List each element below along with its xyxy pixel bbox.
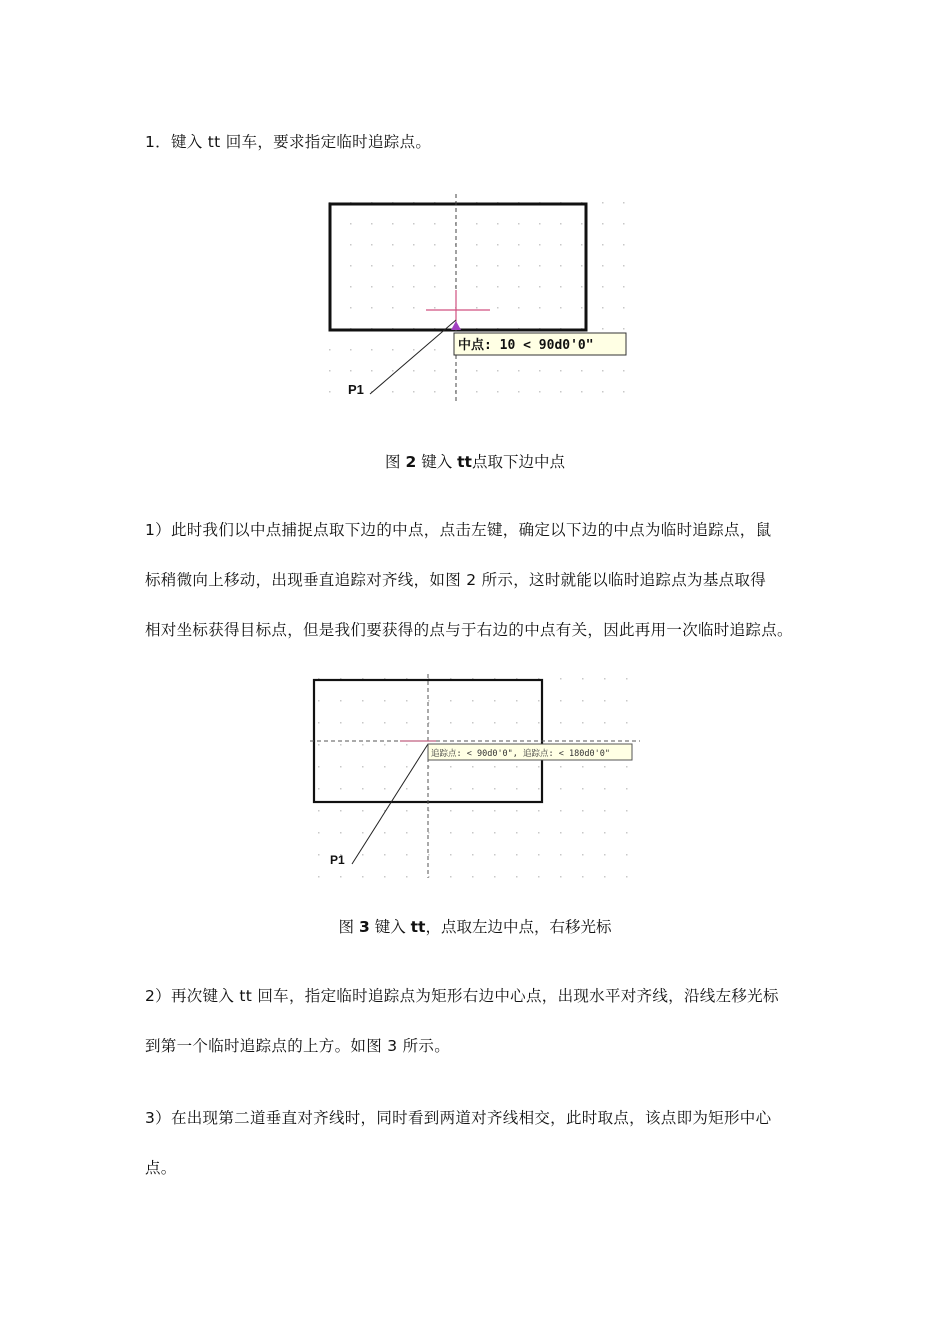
grid-dot (581, 391, 583, 393)
grid-dot (362, 788, 364, 790)
grid-dot (362, 854, 364, 856)
grid-dot (413, 244, 415, 246)
grid-dot (472, 832, 474, 834)
grid-dot (539, 244, 541, 246)
grid-dot (434, 370, 436, 372)
grid-dot (538, 722, 540, 724)
grid-dot (384, 832, 386, 834)
grid-dot (350, 265, 352, 267)
grid-dot (602, 370, 604, 372)
grid-dot (560, 832, 562, 834)
grid-dot (626, 678, 628, 680)
grid-dot (582, 788, 584, 790)
grid-dot (604, 788, 606, 790)
grid-dot (434, 223, 436, 225)
grid-dot (604, 722, 606, 724)
grid-dot (392, 349, 394, 351)
grid-dot (340, 722, 342, 724)
grid-dot (497, 391, 499, 393)
grid-dot (392, 223, 394, 225)
grid-dot (538, 700, 540, 702)
grid-dot (623, 244, 625, 246)
grid-dot (623, 265, 625, 267)
grid-dot (602, 244, 604, 246)
grid-dot (560, 876, 562, 878)
grid-dot (626, 788, 628, 790)
grid-dot (384, 766, 386, 768)
grid-dot (406, 876, 408, 878)
grid-dot (560, 307, 562, 309)
grid-dot (413, 286, 415, 288)
grid-dot (413, 391, 415, 393)
figure-3 (310, 674, 640, 878)
grid-dot (560, 223, 562, 225)
caption-mid: 键入 (421, 453, 453, 471)
grid-dot (362, 700, 364, 702)
grid-dot (516, 788, 518, 790)
grid-dot (392, 370, 394, 372)
grid-dot (560, 722, 562, 724)
grid-dot (406, 832, 408, 834)
grid-dot (350, 307, 352, 309)
grid-dot (538, 766, 540, 768)
grid-dots (329, 202, 625, 393)
grid-dot (406, 766, 408, 768)
paragraph-1-line-3: 相对坐标获得目标点，但是我们要获得的点与于右边的中点有关，因此再用一次临时追踪点。 (145, 621, 793, 639)
grid-dot (434, 265, 436, 267)
grid-dot (340, 744, 342, 746)
grid-dot (413, 307, 415, 309)
rectangle (330, 204, 586, 330)
grid-dot (476, 244, 478, 246)
grid-dot (450, 788, 452, 790)
grid-dot (626, 876, 628, 878)
grid-dot (384, 700, 386, 702)
grid-dots (318, 678, 628, 878)
paragraph-1-line-1: 1）此时我们以中点捕捉点取下边的中点，点击左键，确定以下边的中点为临时追踪点，鼠 (145, 521, 772, 539)
grid-dot (340, 766, 342, 768)
grid-dot (582, 876, 584, 878)
grid-dot (582, 700, 584, 702)
grid-dot (318, 832, 320, 834)
grid-dot (318, 810, 320, 812)
grid-dot (560, 788, 562, 790)
grid-dot (406, 810, 408, 812)
grid-dot (371, 223, 373, 225)
paragraph-3-line-2: 点。 (145, 1159, 177, 1177)
grid-dot (602, 328, 604, 330)
grid-dot (560, 244, 562, 246)
grid-dot (623, 391, 625, 393)
grid-dot (582, 766, 584, 768)
grid-dot (406, 700, 408, 702)
grid-dot (539, 223, 541, 225)
grid-dot (623, 223, 625, 225)
grid-dot (350, 244, 352, 246)
figure-2 (320, 194, 632, 402)
grid-dot (516, 766, 518, 768)
caption-command: tt (410, 918, 426, 936)
grid-dot (362, 744, 364, 746)
grid-dot (518, 286, 520, 288)
grid-dot (428, 700, 430, 702)
grid-dot (497, 244, 499, 246)
grid-dot (581, 286, 583, 288)
caption-mid: 键入 (374, 918, 406, 936)
grid-dot (494, 854, 496, 856)
grid-dot (560, 370, 562, 372)
grid-dot (450, 700, 452, 702)
grid-dot (539, 286, 541, 288)
grid-dot (539, 370, 541, 372)
caption-suffix: ，点取左边中点，右移光标 (425, 918, 612, 936)
grid-dot (450, 854, 452, 856)
figure-3-drawing (310, 674, 640, 878)
grid-dot (392, 265, 394, 267)
grid-dot (497, 265, 499, 267)
paragraph-2 (145, 971, 815, 1071)
grid-dot (406, 722, 408, 724)
grid-dot (384, 722, 386, 724)
grid-dot (392, 307, 394, 309)
tooltip-text: 中点: 10 < 90d0'0" (458, 338, 594, 353)
grid-dot (538, 832, 540, 834)
grid-dot (560, 854, 562, 856)
grid-dot (413, 349, 415, 351)
grid-dot (560, 810, 562, 812)
grid-dot (318, 766, 320, 768)
grid-dot (428, 832, 430, 834)
caption-suffix: 点取下边中点 (471, 453, 565, 471)
p1-leader-line (352, 744, 428, 864)
grid-dot (538, 854, 540, 856)
grid-dot (434, 286, 436, 288)
caption-prefix: 图 (385, 453, 401, 471)
grid-dot (329, 370, 331, 372)
grid-dot (602, 307, 604, 309)
grid-dot (518, 391, 520, 393)
step-1-text: 1．键入 tt 回车，要求指定临时追踪点。 (145, 133, 432, 151)
grid-dot (318, 876, 320, 878)
grid-dot (604, 700, 606, 702)
figure-2-drawing (320, 194, 632, 402)
grid-dot (406, 854, 408, 856)
grid-dot (384, 744, 386, 746)
grid-dot (582, 722, 584, 724)
grid-dot (604, 810, 606, 812)
grid-dot (472, 788, 474, 790)
grid-dot (626, 810, 628, 812)
grid-dot (516, 854, 518, 856)
grid-dot (497, 286, 499, 288)
grid-dot (582, 832, 584, 834)
figure-3-caption (0, 915, 950, 937)
grid-dot (538, 810, 540, 812)
grid-dot (340, 700, 342, 702)
grid-dot (450, 810, 452, 812)
grid-dot (340, 832, 342, 834)
grid-dot (626, 832, 628, 834)
grid-dot (413, 370, 415, 372)
paragraph-1 (145, 505, 815, 655)
grid-dot (371, 370, 373, 372)
grid-dot (362, 876, 364, 878)
grid-dot (371, 349, 373, 351)
grid-dot (450, 766, 452, 768)
grid-dot (371, 307, 373, 309)
grid-dot (362, 766, 364, 768)
grid-dot (494, 876, 496, 878)
grid-dot (392, 244, 394, 246)
grid-dot (560, 391, 562, 393)
grid-dot (476, 391, 478, 393)
grid-dot (413, 265, 415, 267)
grid-dot (623, 286, 625, 288)
grid-dot (516, 876, 518, 878)
grid-dot (476, 265, 478, 267)
grid-dot (392, 286, 394, 288)
paragraph-1-line-2: 标稍微向上移动，出现垂直追踪对齐线，如图 2 所示，这时就能以临时追踪点为基点取得 (145, 571, 767, 589)
grid-dot (626, 700, 628, 702)
caption-command: tt (457, 453, 472, 471)
grid-dot (494, 766, 496, 768)
grid-dot (450, 722, 452, 724)
grid-dot (434, 349, 436, 351)
grid-dot (581, 370, 583, 372)
grid-dot (472, 876, 474, 878)
grid-dot (340, 788, 342, 790)
grid-dot (362, 832, 364, 834)
grid-dot (434, 307, 436, 309)
grid-dot (350, 349, 352, 351)
p1-label: P1 (348, 382, 364, 397)
paragraph-2-line-2: 到第一个临时追踪点的上方。如图 3 所示。 (145, 1037, 451, 1055)
grid-dot (581, 307, 583, 309)
grid-dot (560, 286, 562, 288)
grid-dot (450, 832, 452, 834)
grid-dot (494, 832, 496, 834)
grid-dot (518, 265, 520, 267)
caption-prefix: 图 (338, 918, 355, 936)
grid-dot (434, 391, 436, 393)
grid-dot (340, 810, 342, 812)
grid-dot (329, 391, 331, 393)
grid-dot (494, 788, 496, 790)
grid-dot (406, 788, 408, 790)
tooltip-text: 追踪点: < 90d0'0", 追踪点: < 180d0'0" (431, 749, 610, 759)
grid-dot (362, 722, 364, 724)
grid-dot (350, 286, 352, 288)
grid-dot (318, 854, 320, 856)
grid-dot (538, 876, 540, 878)
grid-dot (604, 678, 606, 680)
grid-dot (602, 391, 604, 393)
grid-dot (472, 766, 474, 768)
caption-number: 3 (358, 918, 370, 936)
grid-dot (497, 307, 499, 309)
grid-dot (602, 202, 604, 204)
grid-dot (518, 223, 520, 225)
grid-dot (604, 876, 606, 878)
grid-dot (626, 722, 628, 724)
grid-dot (560, 678, 562, 680)
grid-dot (350, 370, 352, 372)
grid-dot (472, 700, 474, 702)
grid-dot (623, 202, 625, 204)
grid-dot (516, 700, 518, 702)
grid-dot (476, 223, 478, 225)
grid-dot (560, 265, 562, 267)
grid-dot (602, 265, 604, 267)
grid-dot (371, 286, 373, 288)
grid-dot (539, 391, 541, 393)
grid-dot (582, 854, 584, 856)
grid-dot (602, 223, 604, 225)
grid-dot (581, 265, 583, 267)
grid-dot (516, 832, 518, 834)
grid-dot (581, 223, 583, 225)
grid-dot (497, 223, 499, 225)
grid-dot (518, 307, 520, 309)
grid-dot (560, 766, 562, 768)
grid-dot (476, 286, 478, 288)
grid-dot (384, 854, 386, 856)
grid-dot (623, 307, 625, 309)
grid-dot (626, 766, 628, 768)
grid-dot (602, 286, 604, 288)
grid-dot (494, 810, 496, 812)
grid-dot (604, 766, 606, 768)
grid-dot (371, 265, 373, 267)
grid-dot (318, 700, 320, 702)
grid-dot (494, 700, 496, 702)
grid-dot (494, 722, 496, 724)
grid-dot (362, 810, 364, 812)
grid-dot (538, 788, 540, 790)
grid-dot (516, 722, 518, 724)
grid-dot (472, 722, 474, 724)
grid-dot (476, 307, 478, 309)
grid-dot (450, 876, 452, 878)
figure-2-caption (0, 450, 950, 472)
grid-dot (350, 223, 352, 225)
grid-dot (434, 244, 436, 246)
grid-dot (518, 370, 520, 372)
grid-dot (604, 854, 606, 856)
paragraph-2-line-1: 2）再次键入 tt 回车，指定临时追踪点为矩形右边中心点，出现水平对齐线，沿线左移光标 (145, 987, 779, 1005)
p1-label: P1 (330, 853, 345, 867)
grid-dot (539, 265, 541, 267)
caption-number: 2 (405, 453, 417, 471)
grid-dot (623, 328, 625, 330)
grid-dot (340, 876, 342, 878)
grid-dot (318, 722, 320, 724)
grid-dot (539, 307, 541, 309)
grid-dot (582, 678, 584, 680)
grid-dot (371, 244, 373, 246)
grid-dot (581, 244, 583, 246)
grid-dot (516, 810, 518, 812)
grid-dot (329, 349, 331, 351)
grid-dot (626, 854, 628, 856)
grid-dot (384, 876, 386, 878)
grid-dot (476, 370, 478, 372)
grid-dot (318, 788, 320, 790)
grid-dot (560, 700, 562, 702)
grid-dot (623, 370, 625, 372)
grid-dot (604, 832, 606, 834)
grid-dot (413, 223, 415, 225)
grid-dot (472, 810, 474, 812)
grid-dot (392, 391, 394, 393)
grid-dot (384, 788, 386, 790)
grid-dot (518, 244, 520, 246)
grid-dot (582, 810, 584, 812)
grid-dot (318, 744, 320, 746)
grid-dot (428, 854, 430, 856)
grid-dot (406, 744, 408, 746)
paragraph-3 (145, 1093, 815, 1193)
grid-dot (497, 370, 499, 372)
midpoint-marker (451, 321, 461, 330)
paragraph-3-line-1: 3）在出现第二道垂直对齐线时，同时看到两道对齐线相交，此时取点，该点即为矩形中心 (145, 1109, 772, 1127)
grid-dot (472, 854, 474, 856)
